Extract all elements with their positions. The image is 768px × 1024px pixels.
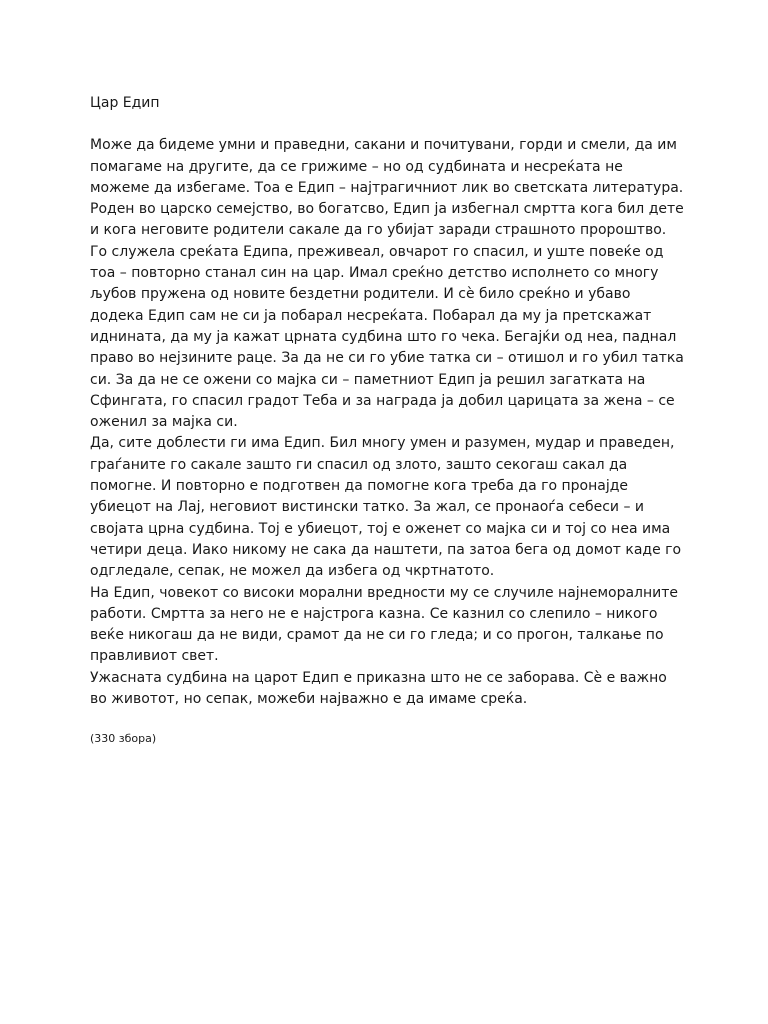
paragraph-5: Ужасната судбина на царот Едип е приказна што не се заборава. Сѐ е важно во животот, но сепак, можеби најважно е да имаме среќа. <box>90 669 667 708</box>
word-count: (330 збора) <box>90 732 157 746</box>
paragraph-4: На Едип, човекот со високи морални вредности му се случиле најнеморалните работи. Смртта за него не е најстрога казна. Се казнил со слепило – никого веќе никогаш да не види, срамот да не си го гледа; и со прогон, талкање по правливиот свет. <box>90 584 679 665</box>
paragraph-2: Роден во царско семејство, во богатсво, Едип ја избегнал смртта кога бил дете и кога неговите родители сакале да го убијат заради страшното пророштво. Го служела среќата Едипа, преживеал, овчарот го спасил, и уште повеќе од тоа – повторно станал син на цар. Имал среќно детство исполнето со многу љубов пружена од новите бездетни родители. И сѐ било среќно и убаво додека Едип сам не си ја побарал несреќата. Побарал да му ја претскажат иднината, да му ја кажат црната судбина што го чека. Бегајќи од неа, паднал право во нејзините раце. За да не си го убие татка си – отишол и го убил татка си. За да не се ожени со мајка си – паметниот Едип ја решил загатката на Сфингата, го спасил градот Теба и за награда ја добил царицата за жена – се оженил за мајка си. <box>90 201 684 431</box>
paragraph-3: Да, сите доблести ги има Едип. Бил многу умен и разумен, мудар и праведен, граѓаните го сакале зашто ги спасил од злото, зашто секогаш сакал да помогне. И повторно е подготвен да помогне кога треба да го пронајде убиецот на Лај, неговиот вистински татко. За жал, се пронаоѓа себеси – и својата црна судбина. Тој е убиецот, тој е оженет со мајка си и тој со неа има четири деца. Иако никому не сака да наштети, па затоа бега од домот каде го одгледале, сепак, не можел да избега од чкртнатото. <box>90 435 682 580</box>
document-body <box>90 93 686 747</box>
paragraph-1: Може да бидеме умни и праведни, сакани и почитувани, горди и смели, да им помагаме на другите, да се грижиме – но од судбината и несреќата не можеме да избегаме. Тоа е Едип – најтрагичниот лик во светската литература. <box>90 137 684 196</box>
document-title: Цар Едип <box>90 95 160 111</box>
